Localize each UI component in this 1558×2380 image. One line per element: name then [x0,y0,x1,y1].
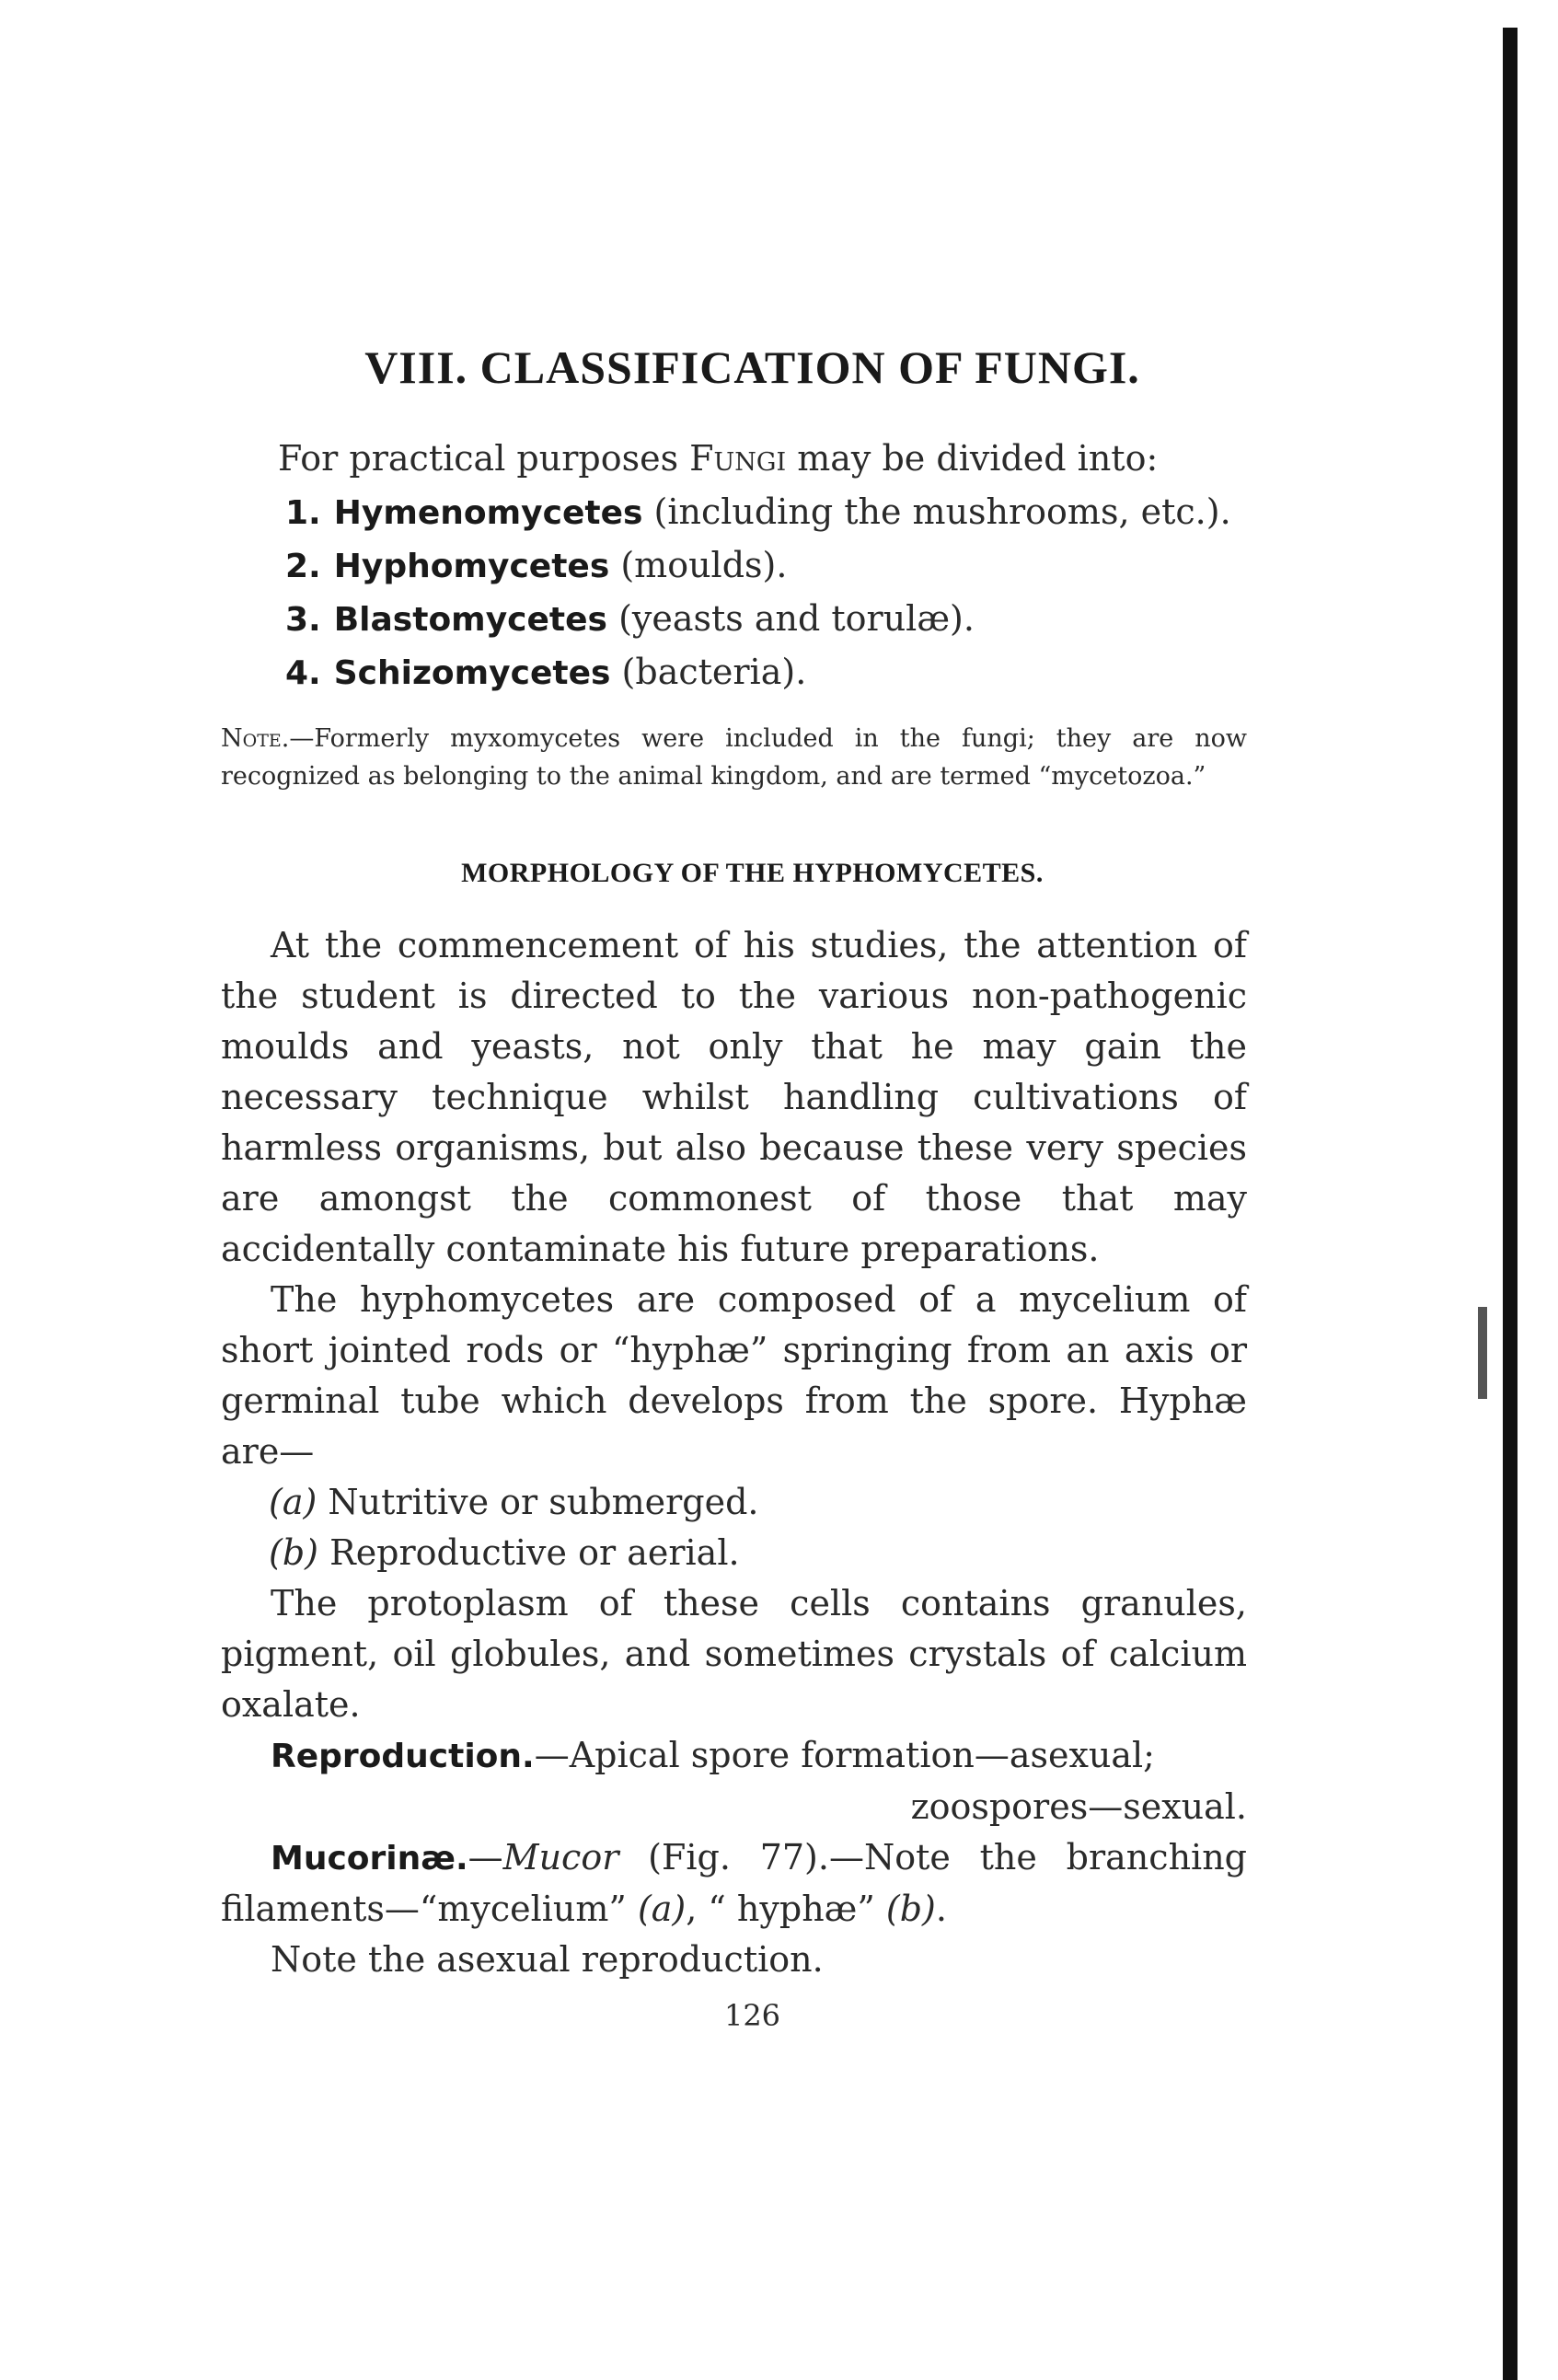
page-edge-shadow [1503,28,1518,2380]
classification-name: Hyphomycetes [333,548,610,585]
note-label: Note. [221,724,290,753]
mucorinae-marker-a: (a) [637,1889,687,1929]
classification-name: Blastomycetes [333,601,607,639]
classification-number: 3. [285,601,321,639]
paragraph-intro-studies: At the commencement of his studies, the attention of the student is directed to the various non-pathogenic moulds and yeasts, not only that he may gain the necessary technique whilst handling cultivations of harmless organisms, but also because these very species are amongst the commonest of those that may accidentally contaminate his future preparations. [221,925,1247,1269]
document-page [221,341,1247,2033]
paragraph-protoplasm: The protoplasm of these cells contains granules, pigment, oil globules, and sometimes crystals of calcium oxalate. [221,1583,1247,1725]
hyphae-type-item [221,1477,1247,1528]
hyphae-type-text: Reproductive or aerial. [329,1532,740,1573]
classification-item [285,539,1247,593]
reproduction-label: Reproduction. [271,1738,535,1775]
hyphae-type-text: Nutritive or submerged. [328,1482,759,1522]
classification-number: 4. [285,654,321,692]
edge-mark [1478,1307,1487,1399]
classification-item [285,486,1247,539]
classification-desc: (yeasts and torulæ). [618,598,975,639]
classification-desc: (bacteria). [621,652,807,692]
paragraph-mucorinae [221,1832,1247,1935]
hyphae-type-marker: (a) [269,1482,317,1522]
classification-number: 2. [285,548,321,585]
mucorinae-mid: , “ hyphæ” [686,1889,886,1929]
reproduction-text: —Apical spore formation—asexual; [534,1735,1155,1775]
paragraph-closing: Note the asexual reproduction. [271,1939,824,1980]
classification-desc: (moulds). [620,545,788,585]
reproduction-continuation: zoospores—sexual. [910,1786,1247,1827]
intro-after: may be divided into: [786,438,1159,479]
mucorinae-genus: Mucor [502,1837,619,1877]
classification-number: 1. [285,494,321,532]
classification-list [221,486,1247,699]
note-text: —Formerly myxomycetes were included in the fungi; they are now recognized as belonging to the animal kingdom, and are termed “mycetozoa.” [221,724,1247,791]
paragraph-hyphomycetes: The hyphomycetes are composed of a mycelium of short jointed rods or “hyphæ” springing from an axis or germinal tube which develops from the spore. Hyphæ are— [221,1279,1247,1472]
page-number: 126 [723,1998,781,2033]
classification-item [285,593,1247,646]
paragraph-reproduction [221,1730,1247,1782]
classification-item [285,646,1247,699]
mucorinae-label: Mucorinæ. [271,1840,468,1877]
classification-name: Hymenomycetes [333,494,643,532]
mucorinae-fig-ref: (Fig. 77).—Note the branching filaments—“mycelium” [221,1837,1247,1929]
mucorinae-end: . [935,1889,947,1929]
intro-term: Fungi [689,438,787,479]
classification-desc: (including the mushrooms, etc.). [653,491,1231,532]
hyphae-type-marker: (b) [269,1532,318,1573]
classification-name: Schizomycetes [333,654,611,692]
chapter-title: VIII. CLASSIFICATION OF FUNGI. [364,341,1140,393]
section-heading: MORPHOLOGY OF THE HYPHOMYCETES. [461,858,1044,888]
mucorinae-marker-b: (b) [885,1889,936,1929]
mucorinae-dash: — [467,1837,503,1877]
hyphae-type-item [221,1528,1247,1578]
intro-before: For practical purposes [278,438,690,479]
note-paragraph [221,720,1247,795]
intro-line [221,433,1247,484]
